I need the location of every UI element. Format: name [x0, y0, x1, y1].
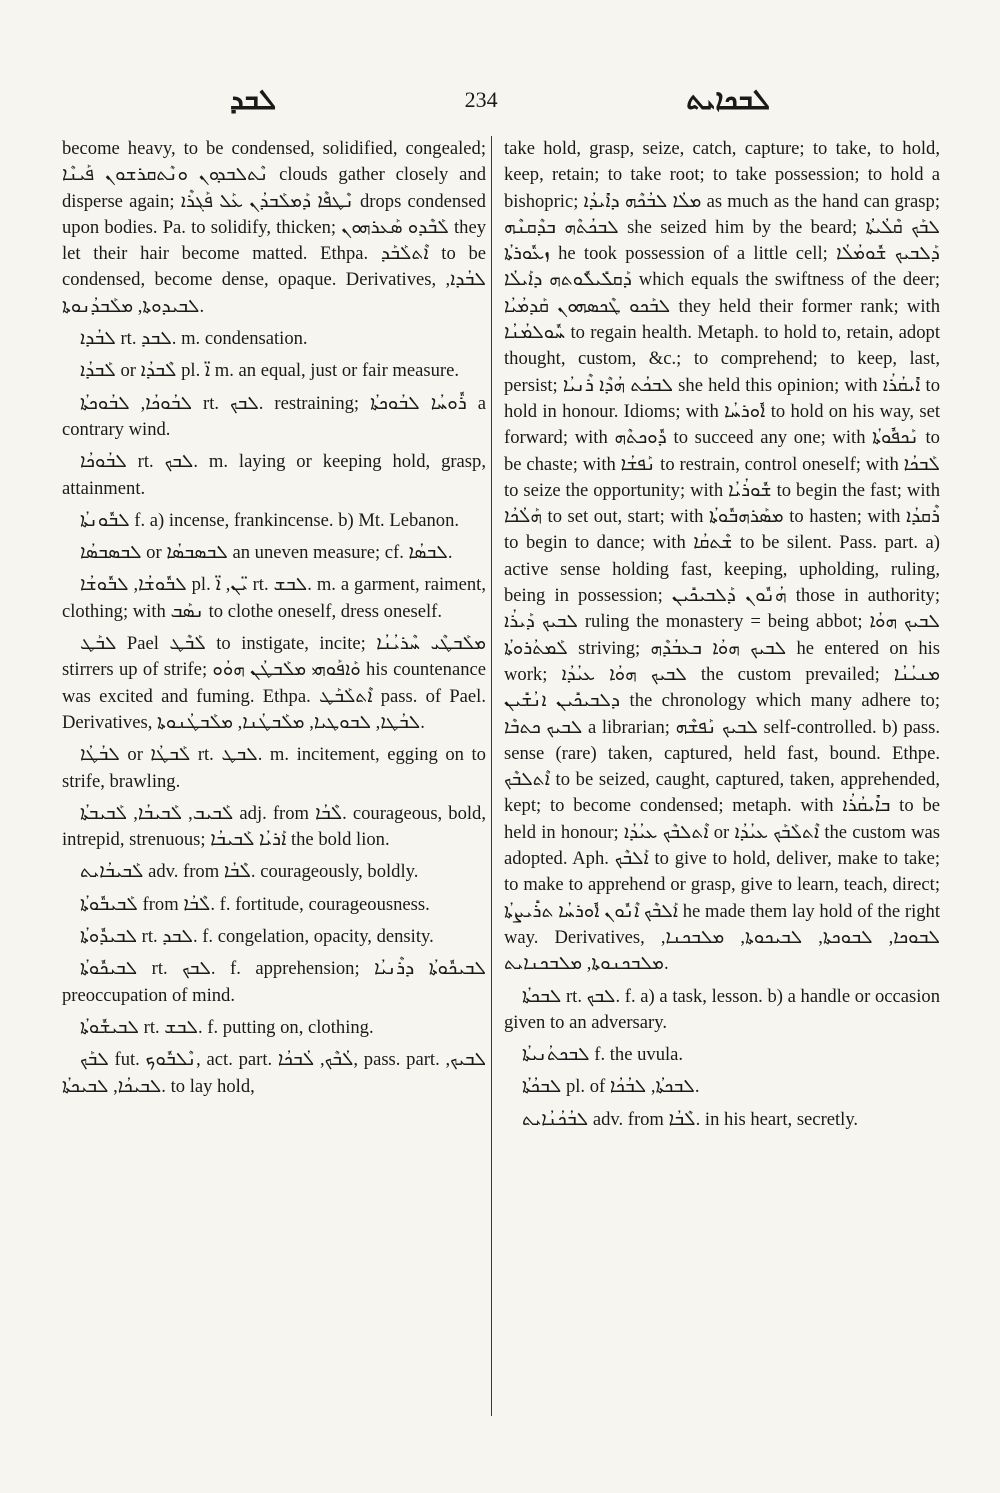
dictionary-entry: ܠܰܒܝܒܳܐܝܬ adv. from ܠܶܒܳܐ. courageously, boldly.	[80, 861, 419, 883]
dictionary-entry: ܠܰܒܝܒ, ܠܰܒܝܒܳܐ, ܠܰܒܝܒܬܳܐ adj. from ܠܶܒܳܐ. courageous, bold, intrepid, strenuous; ܐܰܪܝܳܐ ܠܰܒܝܒܳܐ the bold lion.	[62, 802, 486, 851]
left-column	[62, 136, 486, 1106]
dictionary-entry: become heavy, to be condensed, solidified, congealed; ܢܶܬܠܒܕܘܢ ܘܢܶܬܩܪܫܘܢ ܦܰܝܢܶܐ clouds gather closely and disperse again; ܢܶܛܦܶܐ ܕܰܡܠܰܒܕܳܢ ܥܰܠ ܦܰܓܪܶܐ drops condensed upon bodies. Pa. to solidify, thicken; ܠܰܒܶܕܘ ܣܰܥܪܗܘܢ they let their hair become matted. Ethpa. ܐܶܬܠܰܒܰܕ to be condensed, become dense, opaque. Derivatives, ܠܒܳܕܐ, ܠܒܝܕܘܬܐ, ܡܠܰܒܕܳܢܘܬܐ.	[62, 138, 486, 317]
right-guide-word: ܠܒܟܐܝܬ	[686, 83, 770, 116]
dictionary-entry: take hold, grasp, seize, catch, capture; to take, to hold, keep, retain; to take root; to take possession; to hold a bishopric; ܡܠܳܐ ܠܒܳܟܶܗ ܕܐܺܝܕܳܐ as much as the hand can grasp; ܠܒܟܳܬܶܗ ܒܕܶܩܢܶܗ she seized him by the beard; ܠܒܰܟ ܩܶܠܳܝܬܳܐ ܙܥܽܘܪܬܳܐ he took possession of a little cell; ܕܰܠܒܝܟ ܫܽܘܡܳܠܳܐ ܕܰܩܠܺܝܠܽܘܬܗ ܕܐܰܝܠܳܐ which equals the swiftness of the deer; ܠܒܰܟܘ ܛܶܟܣܗܘܢ ܩܰܕܡܳܝܳܐ they held their former rank; with ܚܽܘܠܡܳܢܳܐ to regain health. Metaph. to hold to, retain, adopt thought, custom, &c.; to comprehend; to keep, last, persist; ܠܒܟܳܬ ܗܳܕܶܐ ܪܶܢܝܳܐ she held this opinion; with ܐܺܝܩܳܪܳܐ to hold in honour. Idioms; with ܐܽܘܪܚܳܐ to hold on his way, set forward; with ܕܽܘܟܬܶܗ to succeed any one; with ܢܰܟܦܽܘܬܳܐ to be chaste; with ܢܰܦܫܳܐ to restrain, control oneself; with ܠܰܒܟܳܐ to seize the opportunity; with ܫܽܘܪܳܝܳܐ to begin the fast; with ܗܰܠܳܟܳܐ to set out, start; with ܡܣܰܪܗܒܽܘܬܳܐ to hasten; with ܪܶܩܕܳܐ to begin to dance; with ܫܶܬܩܳܐ to be silent. Pass. part. a) active sense holding fast, keeping, upholding, ruling, being in possession; ܗܳܢܽܘܢ ܕܰܠܒܝܟܺܝܢ those in authority; ܠܒܝܟ ܕܰܝܪܳܐ ruling the monastery = being abbot; ܠܒܝܟ ܗܘܳܐ ܠܰܡܬܳܪܘܬܳܐ striving; ܠܒܝܟ ܗܘܳܐ ܒܥܒܳܕܶܗ he entered on his work; ܠܒܝܟ ܗܘܳܐ ܥܝܳܕܳܐ the custom prevailed; ܡܢܝܳܢܳܐ ܕܠܒܝܟܺܝܢ ܐܢܳܫܺܝܢ the chronology which many adhere to; ܠܒܝܟ ܟܬܒܶܐ a librarian; ܠܒܝܟ ܢܰܦܫܶܗ self-controlled. b) pass. sense (rare) taken, captured, held fast, bound. Ethpe. ܐܶܬܠܒܶܟ to be seized, caught, captured, taken, apprehended, kept; to become condensed; metaph. with ܒܐܺܝܩܳܪܳܐ to be held in honour; ܐܶܬܠܒܶܟ ܥܝܳܕܳܐ or ܐܶܬܠܰܒܰܟ ܥܝܳܕܳܐ the custom was adopted. Aph. ܐܰܠܒܶܟ to give to hold, deliver, make to take; to make to apprehend or grasp, give to learn, teach, direct; ܐܰܠܒܶܟ ܐܶܢܽܘܢ ܐܽܘܪܚܳܐ ܬܪܺܝܨܬܳܐ he made them lay hold of the right way. Derivatives, ܠܒܘܟܐ, ܠܒܘܟܬܐ, ܠܒܝܟܘܬܐ, ܡܠܒܟܢܐ, ܡܠܒܟܢܘܬܐ, ܡܠܒܟܢܐܝܬ.	[504, 138, 941, 975]
dictionary-entry: ܠܒܳܕܐ rt. ܠܒܕ. m. condensation.	[80, 328, 308, 350]
running-header	[60, 78, 940, 122]
dictionary-entry: ܠܒܰܛ Pael ܠܰܒܶܛ to instigate, incite; ܡܠܰܒܛܶܝ ܚܶܪܝܳܢܳܐ stirrers up of strife; ܘܰܐܦܰܘܗܝ ܡܠܰܒܛܳܢ ܗܘܳܘ his countenance was excited and fuming. Ethpa. ܐܶܬܠܰܒܰܛ pass. of Pael. Derivatives, ܠܒܳܛܐ, ܠܒܘܛܝܐ, ܡܠܰܒܛܳܢܐ, ܡܠܰܒܛܳܢܘܬܐ.	[62, 633, 487, 733]
dictionary-entry: ܠܒܰܟ fut. ܢܶܠܒܽܘܟ, act. part. ܠܳܒܶܟ, ܠܳܒܟܳܐ, pass. part. ܠܒܝܟ, ܠܒܝܟܳܐ, ܠܒܝܟܬܳܐ. to lay hold,	[62, 1049, 487, 1097]
dictionary-entry: ܠܒܳܘܟܳܐ, ܠܒܳܘܟܬܳܐ rt. ܠܒܟ. restraining; ܪܽܘܚܳܐ ܠܒܳܘܟܬܳܐ a contrary wind.	[62, 392, 486, 440]
dictionary-entry: ܠܒܟܬܳܐ rt. ܠܒܟ. f. a) a task, lesson. b) a handle or occasion given to an adversary.	[504, 985, 940, 1033]
right-column	[504, 136, 940, 1139]
left-guide-word: ܠܒܕ	[230, 83, 277, 116]
column-divider	[491, 136, 492, 1416]
dictionary-entry: ܠܒܳܟܳܢܳܐܝܬ adv. from ܠܶܒܳܐ. in his heart, secretly.	[522, 1108, 859, 1130]
dictionary-entry: ܠܒܳܛܳܐ or ܠܰܒܛܳܐ rt. ܠܒܛ. m. incitement, egging on to strife, brawling.	[62, 744, 486, 792]
dictionary-entry: ܠܒܝܕܽܘܬܳܐ rt. ܠܒܕ. f. congelation, opacity, density.	[80, 926, 434, 948]
dictionary-entry: ܠܒܳܘܟܳܐ rt. ܠܒܟ. m. laying or keeping hold, grasp, attainment.	[62, 451, 486, 499]
dictionary-entry: ܠܒܣܒܣܳܐ or ܠܒܣܒܣܳܐ an uneven measure; cf. ܠܒܣܳܐ.	[80, 542, 453, 564]
dictionary-entry: ܠܒܝܫܽܘܬܳܐ rt. ܠܒܫ. f. putting on, clothing.	[80, 1016, 374, 1038]
dictionary-entry: ܠܰܒܕܳܐ or ܠܶܒܕܳܐ pl. ܐ̈ m. an equal, just or fair measure.	[80, 360, 460, 382]
dictionary-entry: ܠܒܽܘܢܬܳܐ f. a) incense, frankincense. b) Mt. Lebanon.	[80, 509, 460, 531]
dictionary-entry: ܠܒܽܘܫܳܐ, ܠܒܽܘܫܳܐ pl. ܝ̈ܢ, ܐ̈ rt. ܠܒܫ. m. a garment, raiment, clothing; with ܢܣܰܒ to clothe oneself, dress oneself.	[62, 574, 486, 622]
dictionary-entry: ܠܒܟܬܳܢܝܬܳܐ f. the uvula.	[522, 1044, 684, 1066]
page-number: 234	[464, 87, 498, 112]
dictionary-entry: ܠܒܟܳܬܳܐ pl. of ܠܒܟܬܳܐ, ܠܒܳܟܳܐ.	[522, 1076, 700, 1098]
dictionary-entry: ܠܒܝܟܽܘܬܳܐ rt. ܠܒܟ. f. apprehension; ܠܒܝܟܽܘܬܳܐ ܕܪܶܢܝܳܐ preoccupation of mind.	[62, 958, 486, 1006]
dictionary-entry: ܠܰܒܝܒܽܘܬܳܐ from ܠܶܒܳܐ. f. fortitude, courageousness.	[80, 893, 430, 915]
